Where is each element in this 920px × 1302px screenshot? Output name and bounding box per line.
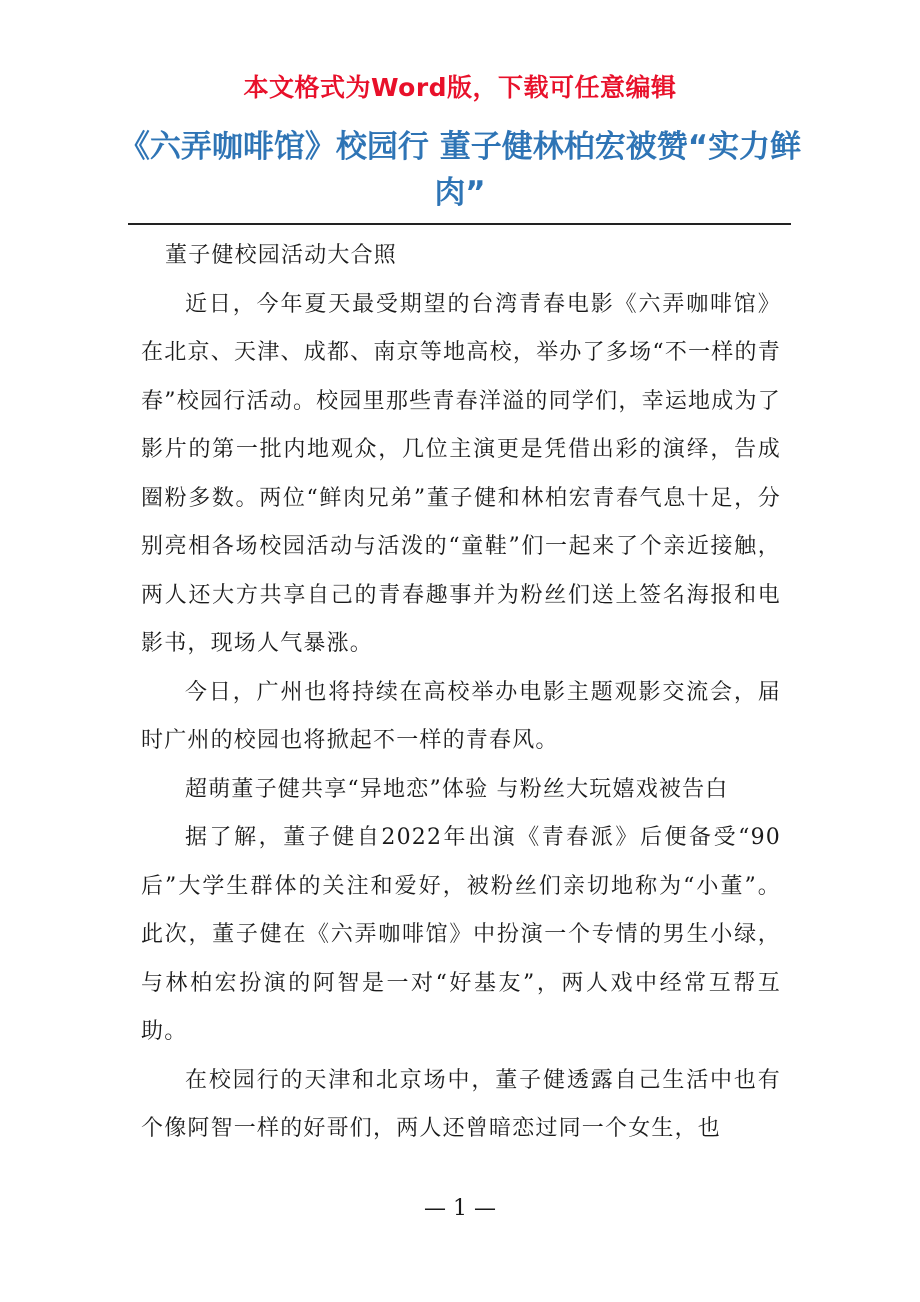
title-divider (128, 223, 791, 225)
paragraph: 在校园行的天津和北京场中，董子健透露自己生活中也有个像阿智一样的好哥们，两人还曾暗恋过同一个女生，也 (141, 1067, 781, 1141)
page-number: — 1 — (424, 1196, 496, 1221)
article-body (141, 232, 781, 1154)
paragraph: 据了解，董子健自2022年出演《青春派》后便备受“90后”大学生群体的关注和爱好，被粉丝们亲切地称为“小董”。此次，董子健在《六弄咖啡馆》中扮演一个专情的男生小绿，与林柏宏扮演的阿智是一对“好基友”，两人戏中经常互帮互助。 (141, 825, 781, 1044)
paragraph: 近日，今年夏天最受期望的台湾青春电影《六弄咖啡馆》在北京、天津、成都、南京等地高校，举办了多场“不一样的青春”校园行活动。校园里那些青春洋溢的同学们，幸运地成为了影片的第一批内地观众，几位主演更是凭借出彩的演绎，告成圈粉多数。两位“鲜肉兄弟”董子健和林柏宏青春气息十足，分别亮相各场校园活动与活泼的“童鞋”们一起来了个亲近接触，两人还大方共享自己的青春趣事并为粉丝们送上签名海报和电影书，现场人气暴涨。 (141, 291, 781, 656)
article-title: 《六弄咖啡馆》校园行 董子健林柏宏被赞“实力鲜肉” (118, 129, 802, 211)
paragraph: 今日，广州也将持续在高校举办电影主题观影交流会，届时广州的校园也将掀起不一样的青春风。 (141, 679, 781, 753)
format-notice: 本文格式为Word版，下载可任意编辑 (243, 73, 677, 102)
photo-caption: 董子健校园活动大合照 (165, 243, 398, 268)
section-heading: 超萌董子健共享“异地恋”体验 与粉丝大玩嬉戏被告白 (185, 776, 729, 802)
